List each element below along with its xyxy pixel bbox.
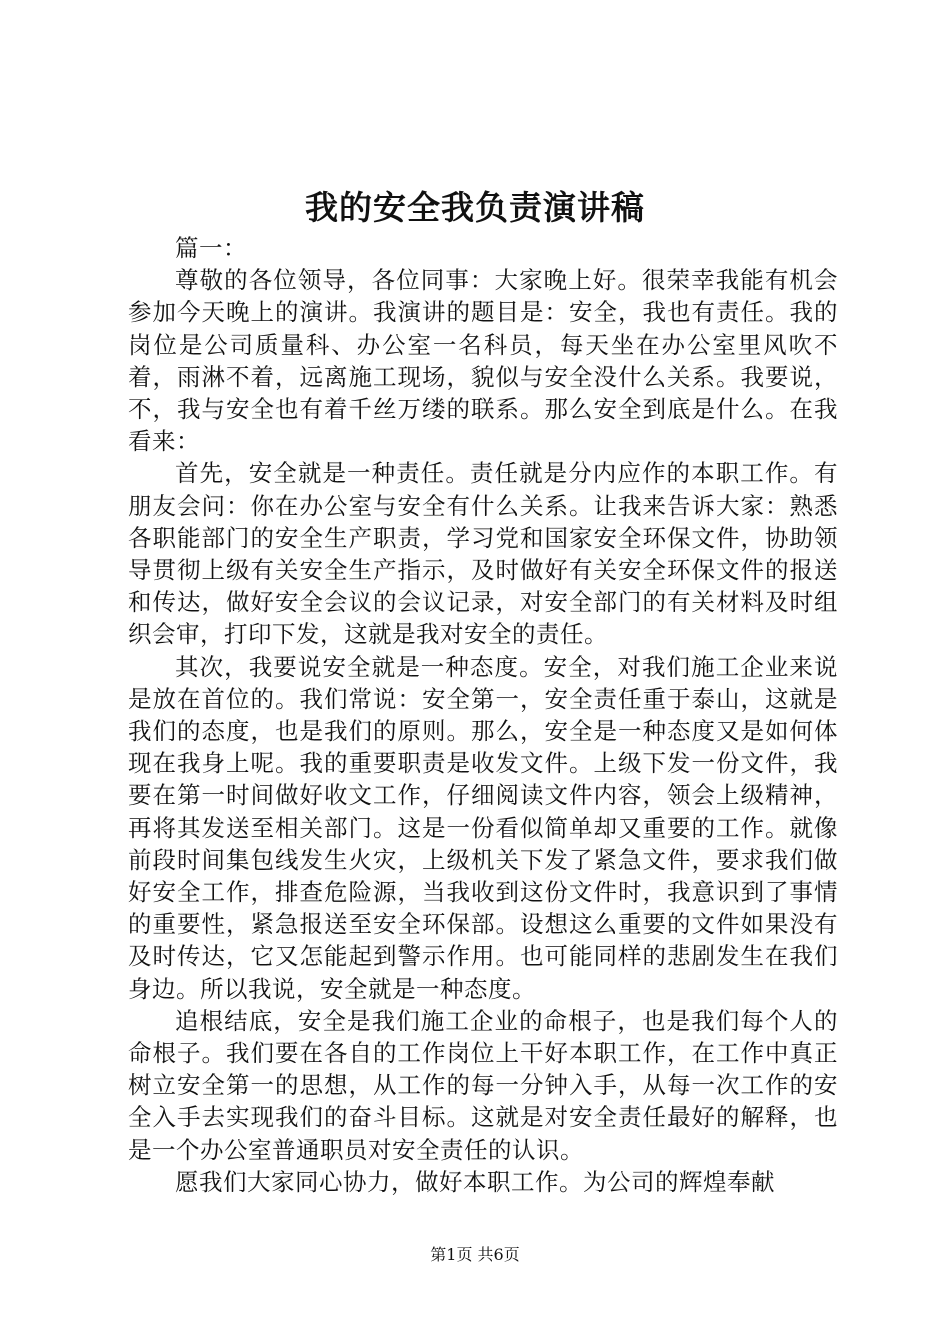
paragraph-responsibility: 首先，安全就是一种责任。责任就是分内应作的本职工作。有朋友会问：你在办公室与安全有什么关系。让我来告诉大家：熟悉各职能部门的安全生产职责，学习党和国家安全环保文件，协助领导贯彻上级有关安全生产指示，及时做好有关安全环保文件的报送和传达，做好安全会议的会议记录，对安全部门的有关材料及时组织会审，打印下发，这就是我对安全的责任。 — [128, 459, 838, 649]
page-number-footer: 第1页 共6页 — [430, 1245, 520, 1264]
paragraph-section-label: 篇一： — [175, 234, 247, 262]
paragraph-greeting: 尊敬的各位领导，各位同事：大家晚上好。很荣幸我能有机会参加今天晚上的演讲。我演讲的题目是：安全，我也有责任。我的岗位是公司质量科、办公室一名科员，每天坐在办公室里风吹不着，雨淋不着，远离施工现场，貌似与安全没什么关系。我要说，不，我与安全也有着千丝万缕的联系。那么安全到底是什么。在我看来： — [128, 266, 838, 456]
paragraph-conclusion: 追根结底，安全是我们施工企业的命根子，也是我们每个人的命根子。我们要在各自的工作岗位上干好本职工作，在工作中真正树立安全第一的思想，从工作的每一分钟入手，从每一次工作的安全入手去实现我们的奋斗目标。这就是对安全责任最好的解释，也是一个办公室普通职员对安全责任的认识。 — [128, 1006, 838, 1164]
paragraph-closing: 愿我们大家同心协力，做好本职工作。为公司的辉煌奉献 — [175, 1167, 775, 1196]
document-body — [128, 232, 838, 1198]
paragraph-attitude: 其次，我要说安全就是一种态度。安全，对我们施工企业来说是放在首位的。我们常说：安全第一，安全责任重于泰山，这就是我们的态度，也是我们的原则。那么，安全是一种态度又是如何体现在我身上呢。我的重要职责是收发文件。上级下发一份文件，我要在第一时间做好收文工作，仔细阅读文件内容，领会上级精神，再将其发送至相关部门。这是一份看似简单却又重要的工作。就像前段时间集包线发生火灾，上级机关下发了紧急文件，要求我们做好安全工作，排查危险源，当我收到这份文件时，我意识到了事情的重要性，紧急报送至安全环保部。设想这么重要的文件如果没有及时传达，它又怎能起到警示作用。也可能同样的悲剧发生在我们身边。所以我说，安全就是一种态度。 — [128, 652, 838, 1003]
document-title: 我的安全我负责演讲稿 — [305, 188, 645, 227]
